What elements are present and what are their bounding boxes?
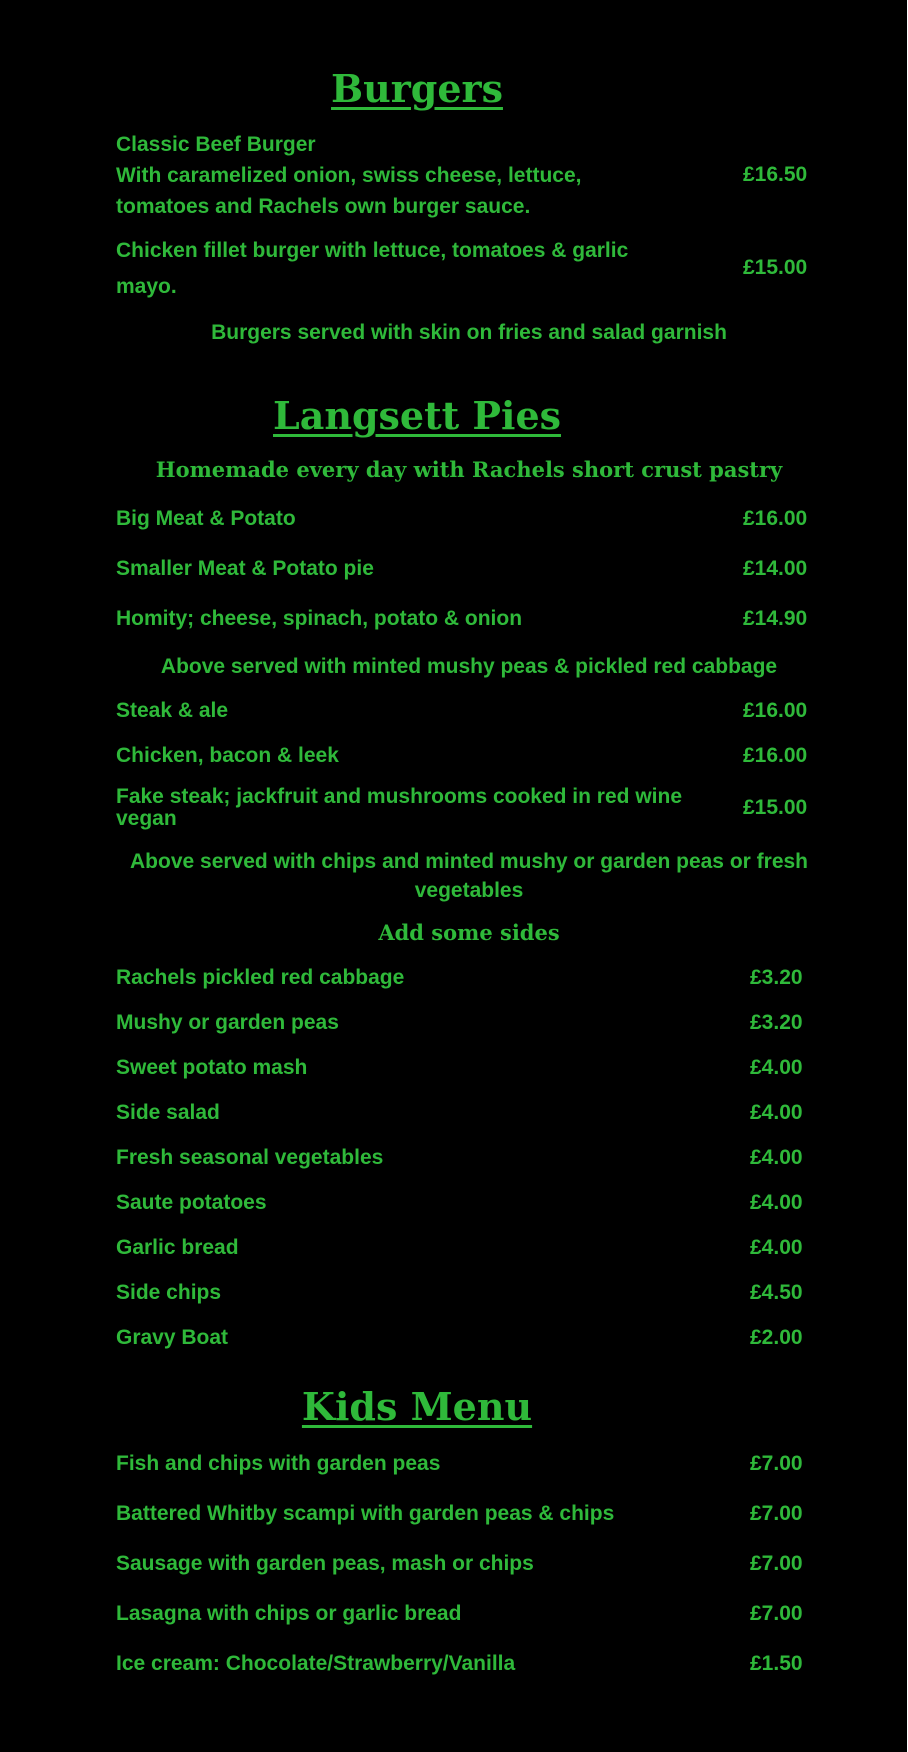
pie-price-steak-ale: £16.00 <box>743 699 808 722</box>
classic-burger-desc-line1: With caramelized onion, swiss cheese, lettuce, <box>116 164 582 187</box>
pie-item-big-meat: Big Meat & Potato <box>116 507 296 530</box>
classic-burger-desc-line2: tomatoes and Rachels own burger sauce. <box>116 195 531 218</box>
side-price: £4.00 <box>750 1146 803 1169</box>
fake-steak-line1: Fake steak; jackfruit and mushrooms cooked in red wine <box>116 785 682 808</box>
pies-note2 <box>89 847 849 905</box>
side-price: £3.20 <box>750 1011 803 1034</box>
kids-item: Fish and chips with garden peas <box>116 1452 441 1475</box>
side-item: Fresh seasonal vegetables <box>116 1146 384 1169</box>
kids-item: Battered Whitby scampi with garden peas & chips <box>116 1502 615 1525</box>
side-price: £4.00 <box>750 1056 803 1079</box>
pies-subheading: Homemade every day with Rachels short crust pastry <box>155 457 783 482</box>
classic-burger-price: £16.50 <box>743 163 808 186</box>
side-item: Gravy Boat <box>116 1326 229 1349</box>
burgers-heading: Burgers <box>331 66 503 111</box>
side-item: Mushy or garden peas <box>116 1011 339 1034</box>
chicken-burger-item <box>116 233 628 305</box>
kids-item: Lasagna with chips or garlic bread <box>116 1602 462 1625</box>
pies-note2-line2: vegetables <box>414 879 524 902</box>
pie-price-big-meat: £16.00 <box>743 507 808 530</box>
kids-item: Sausage with garden peas, mash or chips <box>116 1552 534 1575</box>
burgers-note: Burgers served with skin on fries and salad garnish <box>211 321 727 344</box>
side-item: Saute potatoes <box>116 1191 267 1214</box>
side-price: £2.00 <box>750 1326 803 1349</box>
fake-steak-line2: vegan <box>116 807 177 830</box>
kids-price: £7.00 <box>750 1602 803 1625</box>
side-price: £4.50 <box>750 1281 803 1304</box>
side-price: £4.00 <box>750 1191 803 1214</box>
pies-note1: Above served with minted mushy peas & pickled red cabbage <box>160 655 778 678</box>
kids-heading: Kids Menu <box>301 1384 533 1429</box>
side-item: Garlic bread <box>116 1236 239 1259</box>
side-price: £4.00 <box>750 1101 803 1124</box>
pie-price-homity: £14.90 <box>743 607 808 630</box>
chicken-burger-price: £15.00 <box>743 256 808 279</box>
pie-item-chicken-bacon: Chicken, bacon & leek <box>116 744 339 767</box>
kids-price: £7.00 <box>750 1452 803 1475</box>
pie-item-fake-steak <box>116 786 682 830</box>
kids-price: £1.50 <box>750 1652 803 1675</box>
pie-price-chicken-bacon: £16.00 <box>743 744 808 767</box>
pie-item-steak-ale: Steak & ale <box>116 699 229 722</box>
pie-item-smaller-meat: Smaller Meat & Potato pie <box>116 557 374 580</box>
side-price: £3.20 <box>750 966 803 989</box>
pie-price-smaller-meat: £14.00 <box>743 557 808 580</box>
side-item: Sweet potato mash <box>116 1056 308 1079</box>
classic-burger-title: Classic Beef Burger <box>116 133 316 156</box>
pie-item-homity: Homity; cheese, spinach, potato & onion <box>116 607 523 630</box>
classic-burger-item <box>116 129 581 222</box>
side-item: Side chips <box>116 1281 222 1304</box>
pies-note2-line1: Above served with chips and minted mushy or garden peas or fresh <box>130 850 808 873</box>
kids-price: £7.00 <box>750 1552 803 1575</box>
kids-item: Ice cream: Chocolate/Strawberry/Vanilla <box>116 1652 516 1675</box>
chicken-burger-line1: Chicken fillet burger with lettuce, tomatoes & garlic <box>116 239 629 262</box>
sides-heading: Add some sides <box>378 920 560 945</box>
side-price: £4.00 <box>750 1236 803 1259</box>
pies-heading: Langsett Pies <box>272 393 562 438</box>
pie-price-fake-steak: £15.00 <box>743 796 808 819</box>
side-item: Side salad <box>116 1101 220 1124</box>
kids-price: £7.00 <box>750 1502 803 1525</box>
chicken-burger-line2: mayo. <box>116 275 177 298</box>
side-item: Rachels pickled red cabbage <box>116 966 405 989</box>
